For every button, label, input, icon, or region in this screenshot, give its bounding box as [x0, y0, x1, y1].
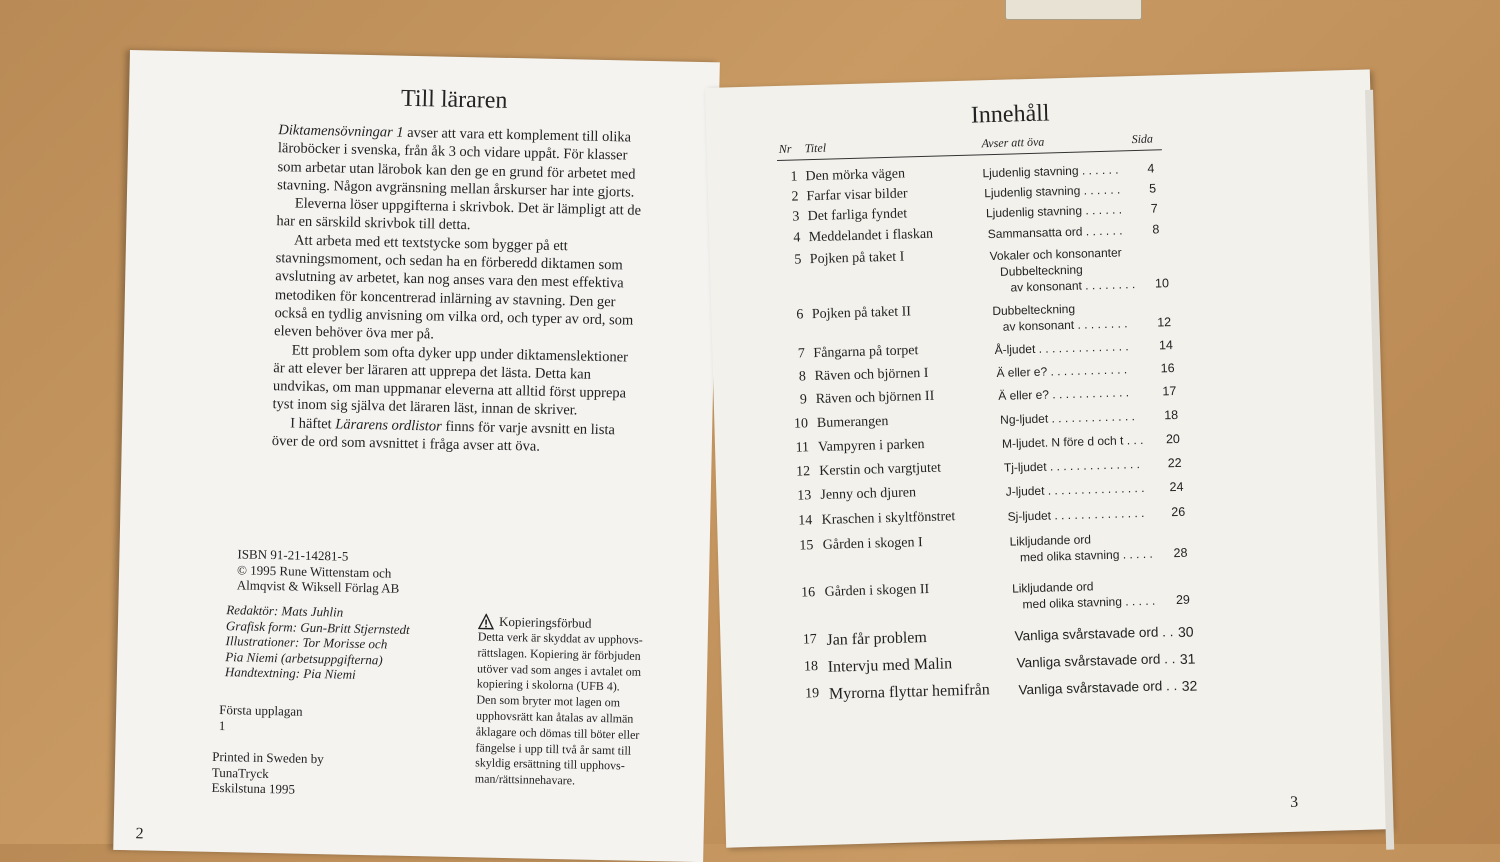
isbn-block	[237, 546, 400, 596]
row-topic: J-ljudet . . . . . . . . . . . . . . .	[1005, 480, 1145, 499]
row-page: 12	[1157, 315, 1172, 330]
row-title: Den mörka vägen	[805, 166, 906, 185]
edition-block	[219, 702, 303, 735]
header-nr: Nr	[778, 141, 792, 156]
intro-text-run: Eleverna löser uppgifterna i skrivbok. Det är lämpligt att de har en särskild skrivbok till detta.	[276, 195, 642, 234]
row-topic: Ljudenlig stavning . . . . . .	[982, 162, 1119, 181]
row-topic: Dubbelteckning	[992, 301, 1076, 319]
copyright-line: Detta verk är skyddat av upphovs-	[477, 629, 643, 647]
page-number: 2	[135, 825, 144, 843]
header-titel: Titel	[804, 140, 827, 156]
header-sida: Sida	[1131, 131, 1154, 147]
row-number: 6	[796, 307, 804, 323]
row-page: 14	[1158, 338, 1174, 353]
row-page: 32	[1181, 677, 1198, 694]
copyright-line: skyldig ersättning till upphovs-	[475, 755, 625, 773]
left-page	[113, 50, 720, 862]
row-topic: Vanliga svårstavade ord . .	[1014, 624, 1174, 644]
row-topic: Vanliga svårstavade ord . .	[1018, 678, 1178, 698]
row-page: 22	[1167, 455, 1182, 471]
row-number: 12	[795, 464, 811, 480]
copyright-notice	[475, 613, 679, 791]
row-page: 4	[1147, 161, 1155, 176]
row-page: 18	[1164, 407, 1179, 423]
intro-paragraph	[272, 341, 641, 422]
row-number: 11	[795, 440, 810, 456]
row-page: 24	[1169, 479, 1184, 495]
row-topic: M-ljudet. N före d och t . . .	[1001, 432, 1144, 451]
contents-row	[711, 291, 1376, 332]
intro-text-run: finns för varje avsnitt en lista över de ord som avsnittet i fråga avser att öva.	[271, 418, 616, 455]
intro-italic-title: Diktamensövningar 1	[278, 122, 404, 141]
copyright-title: Kopieringsförbud	[498, 613, 592, 631]
row-topic: Sj-ljudet . . . . . . . . . . . . . .	[1007, 505, 1145, 524]
row-number: 5	[794, 252, 802, 268]
row-topic: Vanliga svårstavade ord . .	[1016, 651, 1176, 671]
row-number: 4	[793, 230, 801, 246]
row-page: 8	[1152, 222, 1160, 237]
copyright-line: åklagare och dömas till böter eller	[475, 724, 640, 742]
row-number: 13	[797, 488, 812, 504]
credit-line: Redaktör: Mats Juhlin	[226, 602, 344, 620]
row-title: Pojken på taket I	[809, 249, 905, 268]
intro-text-run: avser att vara ett komplement till olika läroböcker i svenska, från åk 3 och vidare uppåt. För klasser som arbetar utan lärobok kan den ge en grund för arbetet med stavning. Någon avgränsning mellan årskurser har inte gjorts.	[277, 124, 636, 201]
intro-text	[272, 121, 647, 458]
isbn-line: Almqvist & Wiksell Förlag AB	[236, 577, 400, 596]
row-number: 2	[791, 189, 799, 205]
intro-text-run: Att arbeta med ett textstycke som bygger på ett stavningsmoment, och sedan ha en förberedd diktamen som avslutning av arbetet, kan nog anses vara den mest effektiva metodiken för koncentrerad inlärning av stavning. Den ger också en tydlig anvisning om vilka ord, och typer av ord, som eleven behöver öva mer på.	[273, 232, 634, 343]
row-topic: Ljudenlig stavning . . . . . .	[984, 182, 1121, 201]
row-page: 31	[1179, 650, 1196, 667]
warning-icon	[478, 613, 494, 629]
row-title: Meddelandet i flaskan	[808, 226, 934, 246]
header-rule	[777, 149, 1162, 161]
row-page: 30	[1177, 623, 1194, 641]
row-title: Kraschen i skyltfönstret	[821, 509, 956, 528]
printed-line: TunaTryck	[211, 764, 269, 781]
row-page: 26	[1171, 504, 1186, 520]
row-title: Jenny och djuren	[820, 485, 917, 503]
isbn-line: ISBN 91-21-14281-5	[237, 546, 349, 564]
row-topic: Likljudande ord	[1009, 532, 1092, 549]
row-number: 16	[800, 585, 816, 601]
contents-row	[719, 569, 1384, 610]
row-page: 5	[1148, 181, 1157, 196]
row-title: Farfar visar bilder	[806, 186, 908, 205]
credit-line: Illustrationer: Tor Morisse och	[225, 633, 388, 652]
intro-paragraph	[277, 121, 646, 202]
row-title: Jan får problem	[826, 629, 928, 649]
row-topic: av konsonant . . . . . . . .	[1010, 277, 1136, 295]
row-number: 9	[799, 392, 808, 408]
row-topic: Å-ljudet . . . . . . . . . . . . . .	[994, 339, 1129, 358]
header-avser: Avser att öva	[981, 134, 1045, 151]
printed-block	[211, 749, 324, 798]
credit-line: Grafisk form: Gun-Britt Stjernstedt	[225, 617, 410, 637]
credit-line: Pia Niemi (arbetsuppgifterna)	[225, 648, 383, 667]
row-topic: Dubbelteckning	[999, 262, 1083, 279]
right-page	[705, 69, 1391, 847]
row-topic: med olika stavning . . . . .	[1022, 593, 1156, 612]
left-page-title: Till läraren	[400, 85, 508, 114]
row-number: 10	[793, 416, 809, 432]
row-title: Intervju med Malin	[827, 655, 953, 676]
row-topic: med olika stavning . . . . .	[1019, 546, 1153, 565]
row-title: Räven och björnen I	[814, 365, 929, 385]
row-page: 20	[1165, 431, 1181, 447]
row-title: Fångarna på torpet	[813, 343, 919, 362]
row-topic: Tj-ljudet . . . . . . . . . . . . . .	[1003, 457, 1141, 475]
copyright-line: kopiering i skolorna (UFB 4).	[476, 676, 620, 694]
row-page: 28	[1173, 545, 1188, 561]
row-title: Gården i skogen II	[824, 581, 930, 600]
page-number: 3	[1289, 793, 1299, 811]
row-title: Pojken på taket II	[811, 304, 912, 323]
row-topic: Sammansatta ord . . . . . .	[987, 223, 1123, 242]
row-topic: Ljudenlig stavning . . . . . .	[985, 202, 1123, 221]
row-number: 1	[790, 169, 798, 185]
row-number: 8	[798, 369, 807, 385]
intro-text-run: Ett problem som ofta dyker upp under diktamenslektioner är att elever ber läraren att upprepa det lästa. Detta kan undvikas, om man uppmanar eleverna att alltid först upprepa tyst inom sig själva det läraren läst, innan de skriver.	[272, 342, 629, 419]
row-topic: Ä eller e? . . . . . . . . . . . .	[998, 385, 1130, 403]
copyright-line: utöver vad som anges i avtalet om	[476, 661, 642, 679]
contents-title: Innehåll	[970, 100, 1050, 129]
row-title: Gården i skogen I	[822, 535, 923, 553]
row-title: Bumerangen	[816, 414, 889, 432]
edition-line: 1	[218, 717, 226, 733]
row-number: 17	[802, 632, 818, 648]
intro-paragraph	[272, 414, 641, 458]
row-page: 17	[1162, 383, 1177, 399]
row-number: 18	[803, 659, 819, 675]
copyright-line: fängelse i upp till två år samt till	[475, 739, 632, 758]
copyright-line: rättslagen. Kopiering är förbjuden	[477, 645, 641, 663]
printed-line: Eskilstuna 1995	[211, 779, 296, 797]
copyright-line: Den som bryter mot lagen om	[476, 692, 621, 710]
row-page: 16	[1160, 361, 1175, 376]
row-number: 15	[799, 538, 814, 554]
row-topic: Ng-ljudet . . . . . . . . . . . . .	[999, 409, 1136, 427]
printed-line: Printed in Sweden by	[212, 748, 324, 767]
row-topic: Ä eller e? . . . . . . . . . . . .	[996, 362, 1128, 380]
intro-italic-title: Lärarens ordlistor	[335, 416, 442, 435]
row-page: 29	[1175, 592, 1191, 608]
isbn-line: © 1995 Rune Wittenstam och	[236, 561, 392, 581]
row-topic: Vokaler och konsonanter	[989, 245, 1122, 264]
row-title: Räven och björnen II	[815, 388, 935, 408]
row-number: 7	[797, 346, 806, 362]
edition-line: Första upplagan	[219, 702, 303, 719]
credit-line: Handtextning: Pia Niemi	[224, 664, 356, 682]
row-topic: Likljudande ord	[1011, 579, 1094, 596]
row-topic: av konsonant . . . . . . . .	[1002, 316, 1128, 334]
intro-paragraph	[274, 231, 644, 348]
intro-text-run: I häftet	[290, 415, 336, 433]
row-title: Myrorna flyttar hemifrån	[828, 681, 990, 703]
row-page: 7	[1150, 201, 1158, 216]
credits-block	[225, 602, 410, 683]
row-title: Det farliga fyndet	[807, 206, 908, 225]
row-title: Kerstin och vargtjutet	[819, 460, 942, 479]
row-title: Vampyren i parken	[817, 437, 925, 455]
row-number: 14	[798, 513, 813, 529]
eraser	[1005, 0, 1142, 20]
row-number: 3	[792, 209, 800, 225]
row-number: 19	[804, 686, 820, 702]
copyright-line: man/rättsinnehavare.	[474, 771, 576, 788]
row-page: 10	[1154, 276, 1170, 291]
copyright-line: upphovsrätt kan åtalas av allmän	[475, 708, 634, 726]
